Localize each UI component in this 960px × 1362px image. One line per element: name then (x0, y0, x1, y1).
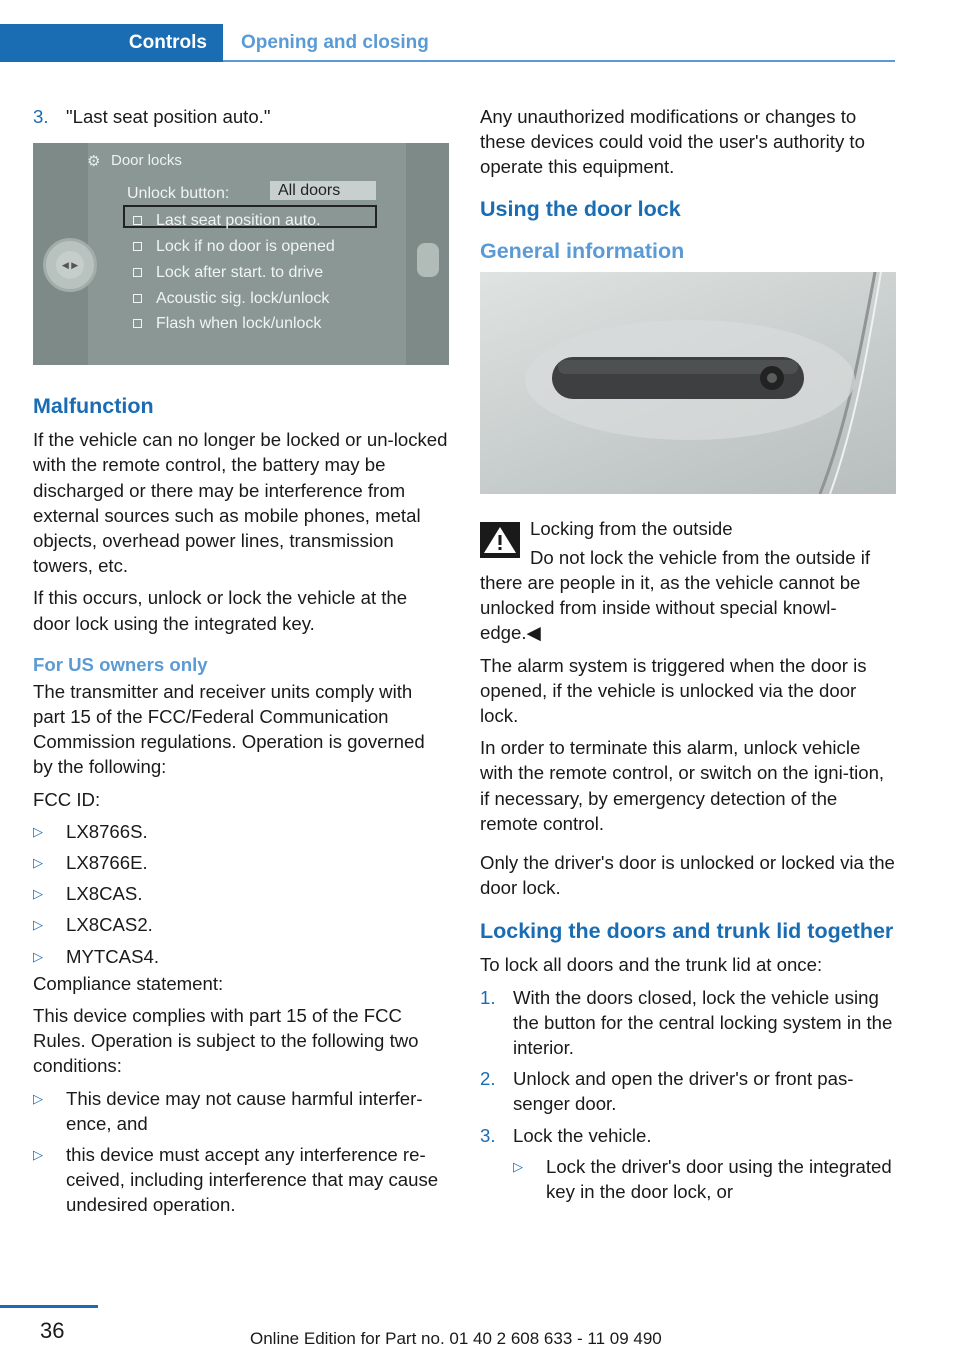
fcc-id-text: LX8CAS. (66, 883, 143, 905)
fcc-id-text: LX8CAS2. (66, 914, 153, 936)
warning-title: Locking from the outside (530, 517, 733, 539)
tab-opening-closing-label: Opening and closing (241, 32, 429, 53)
tab-controls[interactable] (0, 24, 223, 62)
step-number: 3. (480, 1124, 496, 1146)
bullet-triangle-icon: ▷ (513, 1158, 523, 1174)
warning-block (480, 516, 896, 541)
gear-icon: ⚙ (87, 153, 101, 171)
tab-opening-closing[interactable] (241, 24, 429, 62)
fcc-id-text: MYTCAS4. (66, 945, 159, 967)
step-text: With the doors closed, lock the vehicle using the button for the central locking system in the interior. (513, 986, 893, 1059)
door-handle-illustration (480, 272, 896, 494)
bullet-triangle-icon: ▷ (33, 886, 43, 902)
compliance-paragraph: This device complies with part 15 of the FCC Rules. Operation is subject to the following two conditions: (33, 1005, 419, 1077)
step-item (480, 1123, 896, 1148)
malfunction-paragraph-2: If this occurs, unlock or lock the vehicle at the door lock using the integrated key. (33, 587, 408, 634)
page-number: 36 (40, 1318, 65, 1343)
door-handle-photo (480, 272, 896, 494)
screen-option (133, 260, 323, 285)
fcc-id-item (33, 819, 449, 844)
screen-option-label: Last seat position auto. (156, 212, 321, 230)
condition-text: This device may not cause harmful interfer‐ence, and (66, 1087, 423, 1134)
door-locks-screen-image (33, 143, 449, 365)
step-item (33, 104, 449, 129)
step-item (480, 1066, 896, 1116)
screen-option-label: Flash when lock/unlock (156, 315, 322, 333)
screen-option-label: Acoustic sig. lock/unlock (156, 290, 330, 308)
bullet-triangle-icon: ▷ (33, 948, 43, 964)
driver-door-paragraph: Only the driver's door is unlocked or locked via the door lock. (480, 852, 895, 899)
controller-knob-icon (43, 238, 97, 292)
bullet-triangle-icon: ▷ (33, 1090, 43, 1106)
locking-together-heading: Locking the doors and trunk lid together (480, 919, 894, 944)
unlock-button-value: All doors (270, 181, 376, 200)
screen-option (133, 311, 321, 336)
header-bar (0, 24, 895, 62)
fcc-id-item (33, 912, 449, 937)
header-divider (223, 60, 895, 62)
bullet-triangle-icon: ▷ (33, 823, 43, 839)
unlock-button-label: Unlock button: (127, 185, 230, 203)
malfunction-paragraph: If the vehicle can no longer be locked or un‐locked with the remote control, the battery may be discharged or there may be interference from external sources such as mobile phones, metal objects, overhead power lines, transmission towers, etc. (33, 429, 448, 577)
screen-title: Door locks (111, 152, 182, 170)
checkbox-icon (133, 216, 142, 225)
footer-divider (0, 1305, 98, 1308)
checkbox-icon (133, 294, 142, 303)
screen-option-label: Lock after start. to drive (156, 264, 324, 282)
step-text: Lock the vehicle. (513, 1124, 652, 1146)
sub-bullet-item (513, 1154, 896, 1204)
step-text: Unlock and open the driver's or front pas‐senger door. (513, 1068, 854, 1115)
warning-triangle-icon (480, 522, 520, 558)
screen-option (133, 286, 329, 311)
us-owners-heading: For US owners only (33, 653, 208, 675)
right-column (480, 104, 896, 1210)
checkbox-icon (133, 242, 142, 251)
malfunction-heading: Malfunction (33, 394, 154, 419)
alarm-paragraph: The alarm system is triggered when the door is opened, if the vehicle is unlocked via the door lock. (480, 654, 867, 727)
edition-footer: Online Edition for Part no. 01 40 2 608 633 - 11 09 490 (250, 1329, 662, 1348)
step-text: "Last seat position auto." (66, 106, 271, 127)
sub-bullet-text: Lock the driver's door using the integrated key in the door lock, or (546, 1155, 892, 1203)
bullet-triangle-icon: ▷ (33, 855, 43, 871)
step-number: 2. (480, 1068, 496, 1090)
compliance-label: Compliance statement: (33, 972, 224, 994)
warning-text: Do not lock the vehicle from the outside if there are people in it, as the vehicle cannot be unlocked from inside without special knowl‐edge.◀ (480, 546, 871, 644)
us-paragraph: The transmitter and receiver units comply with part 15 of the FCC/Federal Communication Commission regulations. Operation is governed by the following: (33, 680, 425, 778)
fcc-id-text: LX8766E. (66, 852, 148, 874)
left-column (33, 104, 449, 1224)
bullet-triangle-icon: ▷ (33, 917, 43, 933)
condition-item (33, 1086, 449, 1136)
unauthorized-paragraph: Any unauthorized modifications or changes to these devices could void the user's authority to operate this equipment. (480, 106, 865, 178)
screen-option (133, 234, 335, 259)
checkbox-icon (133, 268, 142, 277)
screen-option-label: Lock if no door is opened (156, 238, 335, 256)
tab-controls-label: Controls (128, 32, 207, 53)
fcc-label: FCC ID: (33, 788, 101, 810)
fcc-id-item (33, 881, 449, 906)
fcc-id-item (33, 944, 449, 969)
terminate-paragraph: In order to terminate this alarm, unlock vehicle with the remote control, or switch on the igni‐tion, if necessary, by emergency detection of the remote control. (480, 737, 885, 834)
step-number: 3. (33, 106, 49, 127)
checkbox-icon (133, 319, 142, 328)
fcc-id-text: LX8766S. (66, 820, 148, 842)
condition-item (33, 1142, 449, 1218)
screen-option (133, 208, 321, 233)
general-information-heading: General information (480, 238, 685, 263)
locking-intro: To lock all doors and the trunk lid at once: (480, 954, 823, 976)
arrows-icon: ◀ ▶ (56, 251, 84, 279)
fcc-id-item (33, 850, 449, 875)
side-button-icon (417, 243, 439, 277)
condition-text: this device must accept any interference re‐ceived, including interference that may cause undesired operation. (66, 1144, 439, 1216)
using-door-lock-heading: Using the door lock (480, 196, 681, 221)
step-item (480, 985, 896, 1061)
step-number: 1. (480, 986, 496, 1008)
bullet-triangle-icon: ▷ (33, 1147, 43, 1163)
